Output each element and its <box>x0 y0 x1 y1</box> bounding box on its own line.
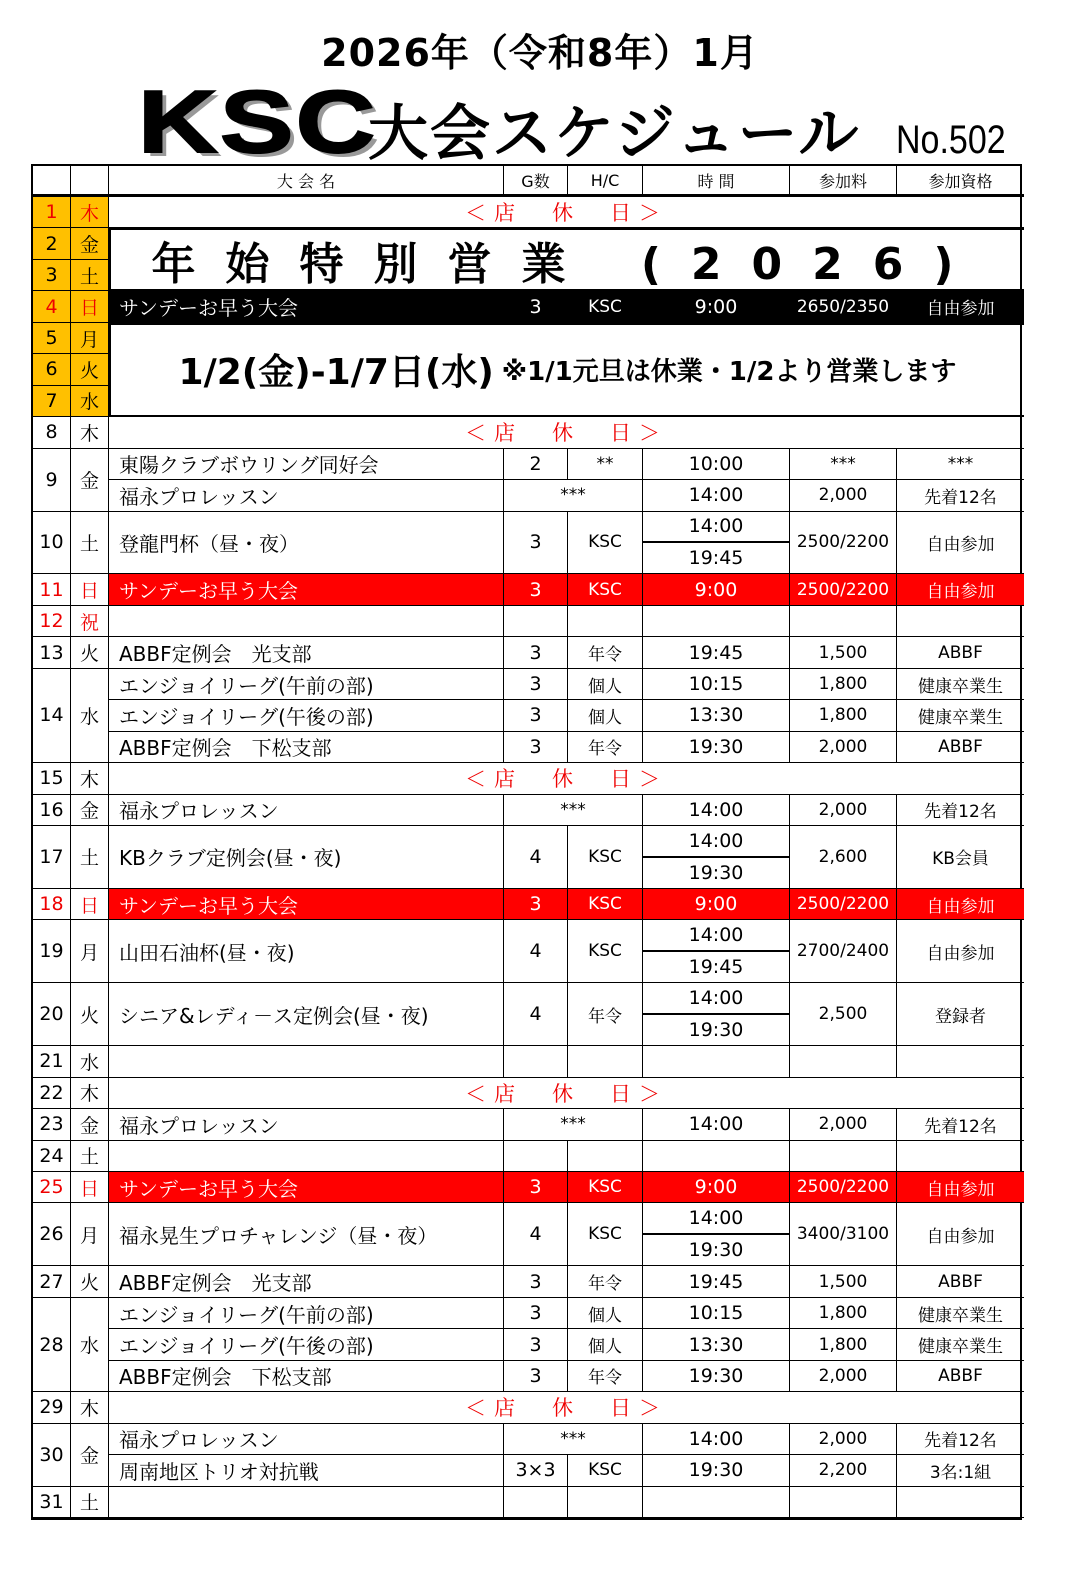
month-title: 2026年（令和8年）1月 <box>321 31 759 75</box>
empty-cell <box>504 1046 568 1077</box>
start-time: 14:00 <box>643 1203 789 1235</box>
closed-day-label: ＜店 休 日＞ <box>109 1078 1024 1109</box>
eligibility: 自由参加 <box>897 574 1024 605</box>
header-col-handicap: H/C <box>568 166 643 197</box>
empty-cell <box>897 1046 1024 1077</box>
entry-fee: 2500/2200 <box>790 512 897 575</box>
eligibility: ABBF <box>897 1361 1024 1392</box>
handicap: ** <box>568 449 643 480</box>
handicap: 年令 <box>568 1361 643 1392</box>
time-slots <box>643 512 790 575</box>
weekday: 日 <box>71 291 109 322</box>
weekday: 火 <box>71 354 109 385</box>
handicap: 個人 <box>568 1329 643 1360</box>
start-time: 9:00 <box>643 889 790 920</box>
empty-cell <box>643 1487 790 1518</box>
start-time: 9:00 <box>643 1172 790 1203</box>
time-slots <box>643 1203 790 1266</box>
brand-logo: KSC <box>138 72 378 171</box>
eligibility: 健康卒業生 <box>897 1298 1024 1329</box>
event-name: 登龍門杯（昼・夜） <box>109 512 504 575</box>
event-name: 周南地区トリオ対抗戦 <box>109 1455 504 1486</box>
day-number: 9 <box>33 449 71 512</box>
empty-cell <box>109 1141 504 1172</box>
weekday: 木 <box>71 197 109 228</box>
day-number: 19 <box>33 920 71 983</box>
games-count: 3 <box>504 1361 568 1392</box>
day-number: 11 <box>33 574 71 605</box>
games-count: 3×3 <box>504 1455 568 1486</box>
start-time: 19:45 <box>643 1266 790 1297</box>
handicap: 年令 <box>568 637 643 668</box>
handicap: 年令 <box>568 983 643 1046</box>
weekday: 月 <box>71 920 109 983</box>
event-name: 福永プロレッスン <box>109 795 504 826</box>
games-count: 3 <box>504 669 568 700</box>
weekday: 日 <box>71 1172 109 1203</box>
start-time: 14:00 <box>643 480 790 511</box>
eligibility: 先着12名 <box>897 1109 1024 1140</box>
games-count: 3 <box>504 1172 568 1203</box>
day-number: 10 <box>33 512 71 575</box>
eligibility: *** <box>897 449 1024 480</box>
handicap: 年令 <box>568 1266 643 1297</box>
handicap: 個人 <box>568 1298 643 1329</box>
empty-cell <box>643 1141 790 1172</box>
entry-fee: 2500/2200 <box>790 889 897 920</box>
empty-cell <box>790 606 897 637</box>
event-name: KBクラブ定例会(昼・夜) <box>109 826 504 889</box>
day-number: 24 <box>33 1141 71 1172</box>
games-count: 3 <box>504 700 568 731</box>
entry-fee: 2500/2200 <box>790 574 897 605</box>
day-number: 20 <box>33 983 71 1046</box>
day-number: 6 <box>33 354 71 385</box>
event-name: ABBF定例会 下松支部 <box>109 732 504 763</box>
weekday: 祝 <box>71 606 109 637</box>
event-name: ABBF定例会 光支部 <box>109 637 504 668</box>
weekday: 月 <box>71 323 109 354</box>
event-name: エンジョイリーグ(午後の部) <box>109 1329 504 1360</box>
event-name: 福永プロレッスン <box>109 1109 504 1140</box>
closed-day-label: ＜店 休 日＞ <box>109 197 1024 228</box>
day-number: 4 <box>33 291 71 322</box>
eligibility: 自由参加 <box>897 512 1024 575</box>
header-col-eligibility: 参加資格 <box>897 166 1024 197</box>
eligibility: 先着12名 <box>897 795 1024 826</box>
event-name: 東陽クラブボウリング同好会 <box>109 449 504 480</box>
day-number: 17 <box>33 826 71 889</box>
games-count: 3 <box>504 637 568 668</box>
weekday: 水 <box>71 386 109 417</box>
empty-cell <box>897 1141 1024 1172</box>
weekday: 月 <box>71 1203 109 1266</box>
entry-fee: 2,200 <box>790 1455 897 1486</box>
event-name: エンジョイリーグ(午前の部) <box>109 1298 504 1329</box>
eligibility: 健康卒業生 <box>897 1329 1024 1360</box>
entry-fee: 1,800 <box>790 700 897 731</box>
weekday: 日 <box>71 889 109 920</box>
games-count: 4 <box>504 826 568 889</box>
games-count: 3 <box>504 1298 568 1329</box>
event-name: サンデーお早う大会 <box>109 291 504 322</box>
closed-day-label: ＜店 休 日＞ <box>109 763 1024 794</box>
entry-fee: 3400/3100 <box>790 1203 897 1266</box>
event-name: エンジョイリーグ(午後の部) <box>109 700 504 731</box>
issue-number: No.502 <box>896 118 1006 162</box>
eligibility: 健康卒業生 <box>897 669 1024 700</box>
games-count: 3 <box>504 291 568 322</box>
empty-cell <box>568 1046 643 1077</box>
day-number: 14 <box>33 669 71 763</box>
weekday: 金 <box>71 1109 109 1140</box>
empty-cell <box>504 1141 568 1172</box>
day-number: 18 <box>33 889 71 920</box>
start-time: 19:30 <box>688 1239 744 1262</box>
event-name: サンデーお早う大会 <box>109 574 504 605</box>
entry-fee: 1,800 <box>790 1298 897 1329</box>
games-handicap: *** <box>504 480 643 511</box>
closed-day-label: ＜店 休 日＞ <box>109 1392 1024 1423</box>
event-name: 福永プロレッスン <box>109 1424 504 1455</box>
day-number: 2 <box>33 228 71 259</box>
empty-cell <box>643 1046 790 1077</box>
games-count: 4 <box>504 920 568 983</box>
new-year-banner: 年始特別営業 (2026) <box>109 228 1024 291</box>
day-number: 28 <box>33 1298 71 1392</box>
start-time: 10:15 <box>643 669 790 700</box>
handicap: KSC <box>568 1172 643 1203</box>
event-name: 山田石油杯(昼・夜) <box>109 920 504 983</box>
start-time: 9:00 <box>643 291 790 322</box>
eligibility: 健康卒業生 <box>897 700 1024 731</box>
time-slots <box>643 920 790 983</box>
start-time: 19:45 <box>688 547 744 570</box>
weekday: 金 <box>71 228 109 259</box>
empty-cell <box>790 1046 897 1077</box>
empty-cell <box>568 1141 643 1172</box>
weekday: 土 <box>71 1487 109 1518</box>
start-time: 19:45 <box>688 956 744 979</box>
empty-cell <box>568 606 643 637</box>
entry-fee: 2,000 <box>790 480 897 511</box>
start-time: 14:00 <box>643 983 789 1015</box>
empty-cell <box>504 1487 568 1518</box>
empty-cell <box>790 1487 897 1518</box>
weekday: 水 <box>71 1046 109 1077</box>
weekday: 水 <box>71 1298 109 1392</box>
eligibility: 先着12名 <box>897 480 1024 511</box>
start-time: 9:00 <box>643 574 790 605</box>
event-name: ABBF定例会 光支部 <box>109 1266 504 1297</box>
games-count: 3 <box>504 732 568 763</box>
start-time: 10:15 <box>643 1298 790 1329</box>
weekday: 土 <box>71 512 109 575</box>
games-count: 3 <box>504 889 568 920</box>
handicap: KSC <box>568 1203 643 1266</box>
day-number: 16 <box>33 795 71 826</box>
event-name: サンデーお早う大会 <box>109 1172 504 1203</box>
closed-day-label: ＜店 休 日＞ <box>109 417 1024 448</box>
start-time: 10:00 <box>643 449 790 480</box>
handicap: 個人 <box>568 700 643 731</box>
start-time: 14:00 <box>643 795 790 826</box>
weekday: 木 <box>71 763 109 794</box>
day-number: 5 <box>33 323 71 354</box>
empty-cell <box>897 1487 1024 1518</box>
header-col-event-name: 大 会 名 <box>109 166 504 197</box>
eligibility: 3名:1組 <box>897 1455 1024 1486</box>
weekday: 火 <box>71 983 109 1046</box>
games-count: 3 <box>504 574 568 605</box>
handicap: KSC <box>568 574 643 605</box>
entry-fee: *** <box>790 449 897 480</box>
eligibility: 自由参加 <box>897 1203 1024 1266</box>
day-number: 23 <box>33 1109 71 1140</box>
entry-fee: 1,500 <box>790 637 897 668</box>
eligibility: 先着12名 <box>897 1424 1024 1455</box>
day-number: 29 <box>33 1392 71 1423</box>
handicap: KSC <box>568 1455 643 1486</box>
event-name: 福永晃生プロチャレンジ（昼・夜） <box>109 1203 504 1266</box>
event-name: サンデーお早う大会 <box>109 889 504 920</box>
opening-note: ※1/1元旦は休業・1/2より営業します <box>501 357 957 388</box>
weekday: 金 <box>71 1424 109 1487</box>
entry-fee: 1,800 <box>790 1329 897 1360</box>
event-name: 福永プロレッスン <box>109 480 504 511</box>
time-slots <box>643 983 790 1046</box>
start-time: 14:00 <box>643 1109 790 1140</box>
eligibility: 登録者 <box>897 983 1024 1046</box>
start-time: 19:30 <box>688 861 744 884</box>
opening-period-banner <box>109 323 1024 417</box>
start-time: 14:00 <box>643 920 789 952</box>
start-time: 19:30 <box>643 1361 790 1392</box>
header-col-time: 時 間 <box>643 166 790 197</box>
empty-cell <box>109 606 504 637</box>
schedule-table <box>31 164 1022 1520</box>
empty-cell <box>109 1046 504 1077</box>
eligibility: ABBF <box>897 637 1024 668</box>
start-time: 14:00 <box>643 512 789 544</box>
day-number: 25 <box>33 1172 71 1203</box>
day-number: 26 <box>33 1203 71 1266</box>
games-count: 4 <box>504 1203 568 1266</box>
weekday: 土 <box>71 826 109 889</box>
handicap: KSC <box>568 826 643 889</box>
day-number: 1 <box>33 197 71 228</box>
games-count: 3 <box>504 1329 568 1360</box>
empty-cell <box>897 606 1024 637</box>
entry-fee: 2,000 <box>790 732 897 763</box>
entry-fee: 2,000 <box>790 1361 897 1392</box>
day-number: 8 <box>33 417 71 448</box>
header-col-games: G数 <box>504 166 568 197</box>
eligibility: 自由参加 <box>897 920 1024 983</box>
day-number: 30 <box>33 1424 71 1487</box>
eligibility: 自由参加 <box>897 889 1024 920</box>
day-number: 27 <box>33 1266 71 1297</box>
day-number: 13 <box>33 637 71 668</box>
day-number: 31 <box>33 1487 71 1518</box>
games-count: 3 <box>504 512 568 575</box>
eligibility: 自由参加 <box>897 291 1024 322</box>
day-number: 12 <box>33 606 71 637</box>
weekday: 木 <box>71 417 109 448</box>
start-time: 19:45 <box>643 637 790 668</box>
handicap: KSC <box>568 889 643 920</box>
header-blank <box>71 166 109 197</box>
start-time: 13:30 <box>643 700 790 731</box>
games-handicap: *** <box>504 1109 643 1140</box>
start-time: 14:00 <box>643 1424 790 1455</box>
empty-cell <box>109 1487 504 1518</box>
entry-fee: 2,000 <box>790 1109 897 1140</box>
time-slots <box>643 826 790 889</box>
games-count: 4 <box>504 983 568 1046</box>
eligibility: ABBF <box>897 732 1024 763</box>
start-time: 19:30 <box>643 732 790 763</box>
start-time: 19:30 <box>643 1455 790 1486</box>
entry-fee: 2700/2400 <box>790 920 897 983</box>
eligibility: KB会員 <box>897 826 1024 889</box>
games-count: 2 <box>504 449 568 480</box>
weekday: 金 <box>71 449 109 512</box>
weekday: 土 <box>71 260 109 291</box>
entry-fee: 1,500 <box>790 1266 897 1297</box>
entry-fee: 2650/2350 <box>790 291 897 322</box>
entry-fee: 1,800 <box>790 669 897 700</box>
start-time: 13:30 <box>643 1329 790 1360</box>
entry-fee: 2,000 <box>790 1424 897 1455</box>
entry-fee: 2,000 <box>790 795 897 826</box>
event-name: シニア&レディ－ス定例会(昼・夜) <box>109 983 504 1046</box>
empty-cell <box>568 1487 643 1518</box>
games-handicap: *** <box>504 795 643 826</box>
start-time: 19:30 <box>688 1019 744 1042</box>
day-number: 22 <box>33 1078 71 1109</box>
event-name: エンジョイリーグ(午前の部) <box>109 669 504 700</box>
weekday: 火 <box>71 637 109 668</box>
handicap: KSC <box>568 291 643 322</box>
entry-fee: 2,500 <box>790 983 897 1046</box>
weekday: 水 <box>71 669 109 763</box>
empty-cell <box>643 606 790 637</box>
header-blank <box>33 166 71 197</box>
games-count: 3 <box>504 1266 568 1297</box>
eligibility: 自由参加 <box>897 1172 1024 1203</box>
handicap: KSC <box>568 920 643 983</box>
empty-cell <box>504 606 568 637</box>
weekday: 火 <box>71 1266 109 1297</box>
weekday: 木 <box>71 1078 109 1109</box>
event-name: ABBF定例会 下松支部 <box>109 1361 504 1392</box>
eligibility: ABBF <box>897 1266 1024 1297</box>
handicap: 個人 <box>568 669 643 700</box>
opening-period: 1/2(金)-1/7日(水) <box>178 352 494 394</box>
weekday: 日 <box>71 574 109 605</box>
page-subtitle: 大会スケジュール <box>368 99 861 169</box>
entry-fee: 2500/2200 <box>790 1172 897 1203</box>
header-col-fee: 参加料 <box>790 166 897 197</box>
weekday: 土 <box>71 1141 109 1172</box>
start-time: 14:00 <box>643 826 789 858</box>
empty-cell <box>790 1141 897 1172</box>
weekday: 木 <box>71 1392 109 1423</box>
day-number: 3 <box>33 260 71 291</box>
weekday: 金 <box>71 795 109 826</box>
entry-fee: 2,600 <box>790 826 897 889</box>
handicap: KSC <box>568 512 643 575</box>
handicap: 年令 <box>568 732 643 763</box>
day-number: 21 <box>33 1046 71 1077</box>
day-number: 15 <box>33 763 71 794</box>
day-number: 7 <box>33 386 71 417</box>
games-handicap: *** <box>504 1424 643 1455</box>
